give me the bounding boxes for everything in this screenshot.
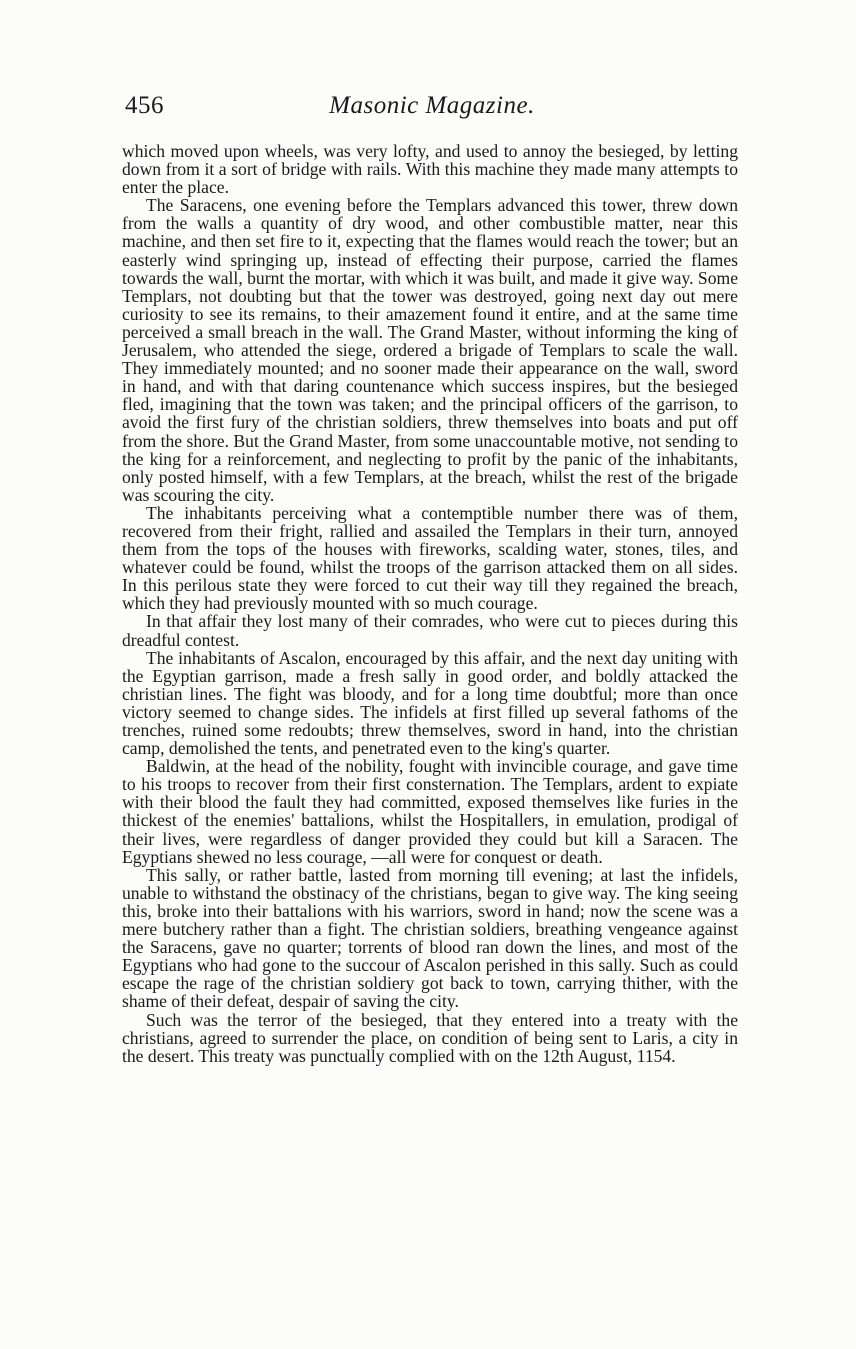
paragraph-continued: which moved upon wheels, was very lofty, and used to annoy the besieged, by letting down from it a sort of bridge with rails. With this machine they made many attempts to enter the place. (122, 141, 738, 198)
paragraph-comrades-lost: In that affair they lost many of their comrades, who were cut to pieces during this dreadful contest. (122, 611, 738, 650)
article-body (122, 142, 738, 1065)
page-header (125, 92, 739, 124)
running-title: Masonic Magazine. (329, 92, 535, 119)
paragraph-inhabitants-rally: The inhabitants perceiving what a contemptible number there was of them, recovered from their fright, rallied and assailed the Templars in their turn, annoyed them from the tops of the houses with fireworks, scalding water, stones, tiles, and whatever could be found, whilst the troops of the garrison attacked them on all sides. In this perilous state they were forced to cut their way till they regained the breach, which they had previously mounted with so much courage. (122, 502, 738, 614)
paragraph-ascalon-sally: The inhabitants of Ascalon, encouraged by this affair, and the next day uniting with the Egyptian garrison, made a fresh sally in good order, and boldly attacked the christian lines. The fight was bloody, and for a long time doubtful; more than once victory seemed to change sides. The infidels at first filled up several fathoms of the trenches, ruined some redoubts; threw themselves, sword in hand, into the christian camp, demolished the tents, and penetrated even to the king's quarter. (122, 647, 738, 759)
paragraph-baldwin: Baldwin, at the head of the nobility, fought with invincible courage, and gave time to his troops to recover from their first consternation. The Templars, ardent to expiate with their blood the fault they had committed, exposed themselves like furies in the thickest of the enemies' battalions, whilst the Hospitallers, in emulation, prodigal of their lives, were regardless of danger provided they could but kill a Saracen. The Egyptians shewed no less courage, —all were for conquest or death. (122, 756, 738, 867)
page-number: 456 (125, 92, 164, 119)
paragraph-saracens-fire: The Saracens, one evening before the Templars advanced this tower, threw down from the walls a quantity of dry wood, and other combustible matter, near this machine, and then set fire to it, expecting that the flames would reach the tower; but an easterly wind springing up, instead of effecting their purpose, carried the flames towards the wall, burnt the mortar, with which it was built, and made it give way. Some Templars, not doubting but that the tower was destroyed, going next day out mere curiosity to see its remains, to their amazement found it entire, and at the same time perceived a small breach in the wall. The Grand Master, without informing the king of Jerusalem, who attended the siege, ordered a brigade of Templars to scale the wall. They immediately mounted; and no sooner made their appearance on the wall, sword in hand, and with that daring countenance which success inspires, but the besieged fled, imagining that the town was taken; and the principal officers of the garrison, to avoid the first fury of the christian soldiers, threw themselves into boats and put off from the shore. But the Grand Master, from some unaccountable motive, not sending to the king for a reinforcement, and neglecting to profit by the panic of the inhabitants, only posted himself, with a few Templars, at the breach, whilst the rest of the brigade was scouring the city. (122, 195, 738, 505)
paragraph-battle: This sally, or rather battle, lasted from morning till evening; at last the infidels, unable to withstand the obstinacy of the christians, began to give way. The king seeing this, broke into their battalions with his warriors, sword in hand; now the scene was a mere butchery rather than a fight. The christian soldiers, breathing vengeance against the Saracens, gave no quarter; torrents of blood ran down the lines, and most of the Egyptians who had gone to the succour of Ascalon perished in this sally. Such as could escape the rage of the christian soldiery got back to town, carrying thither, with the shame of their defeat, despair of saving the city. (122, 864, 738, 1012)
paragraph-treaty: Such was the terror of the besieged, that they entered into a treaty with the christians, agreed to surrender the place, on condition of being sent to Laris, a city in the desert. This treaty was punctually complied with on the 12th August, 1154. (122, 1009, 738, 1066)
